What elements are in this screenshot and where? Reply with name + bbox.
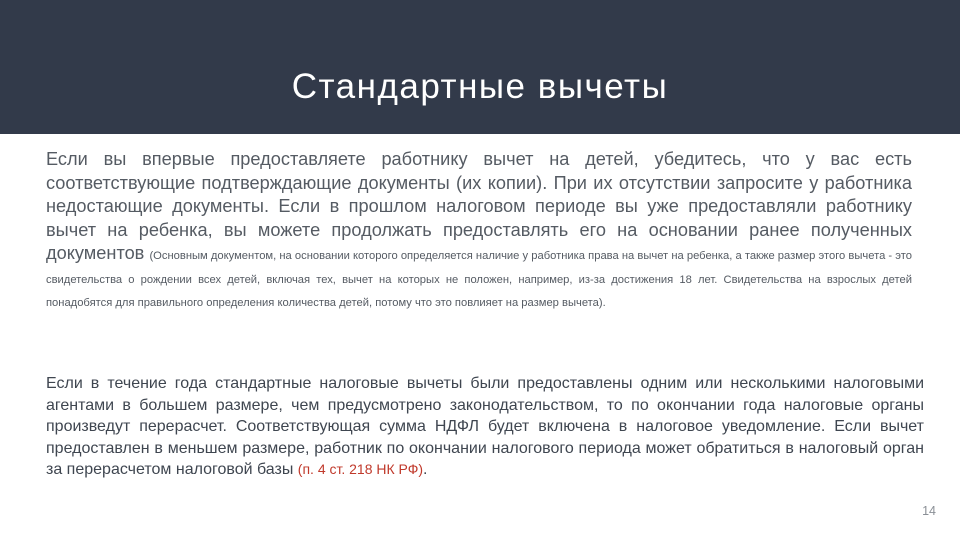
page-number: 14 (922, 504, 936, 518)
paragraph-note-text: (Основным документом, на основании которого определяется наличие у работника права на вычет на ребенка, а также размер этого вычета - это свидетельства о рождении всех детей, включая тех, вычет на которых не положен, например, из-за достижения 18 лет. Свидетельства на взрослых детей понадобятся для правильного определения количества детей, потому что это повлияет на размер вычета). (46, 250, 912, 309)
paragraph-main-text: Если вы впервые предоставляете работнику вычет на детей, убедитесь, что у вас есть соответствующие подтверждающие документы (их копии). При их отсутствии запросите у работника недостающие документы. Если в прошлом налоговом периоде вы уже предоставляли работнику вычет на ребенка, вы можете продолжать предоставлять его на основании ранее полученных документов (46, 149, 912, 263)
paragraph-end-period: . (423, 461, 428, 478)
paragraph-main-text: Если в течение года стандартные налоговые вычеты были предоставлены одним или несколькими налоговыми агентами в большем размере, чем предусмотрено законодательством, то по окончании года налоговые органы произведут перерасчет. Соответствующая сумма НДФЛ будет включена в налоговое уведомление. Если вычет предоставлен в меньшем размере, работник по окончании налогового периода может обратиться в налоговый орган за перерасчетом налоговой базы (46, 375, 924, 478)
slide-title: Стандартные вычеты (291, 67, 669, 106)
paragraph-recalculation (46, 373, 924, 481)
law-reference: (п. 4 ст. 218 НК РФ) (297, 461, 424, 477)
paragraph-first-deduction (46, 148, 912, 313)
slide-header (0, 0, 960, 134)
